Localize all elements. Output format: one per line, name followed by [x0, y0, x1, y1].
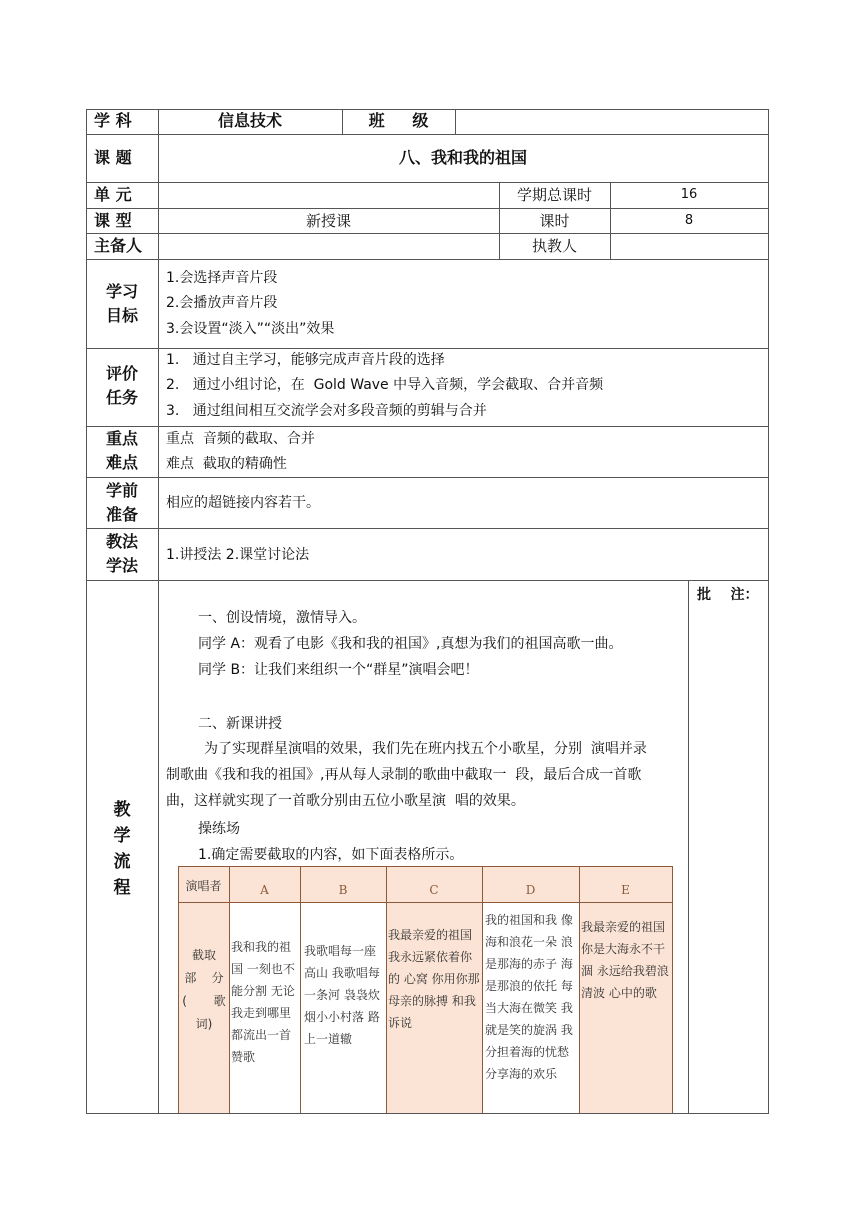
process-label-char-1: 教 — [113, 800, 131, 820]
methods-text: 1.讲授法 2.课堂讨论法 — [166, 547, 310, 563]
difficult-point: 难点 截取的精确性 — [166, 456, 287, 472]
lyrics-cell-a: 我和我的祖国 一刻也不能分割 无论我走到哪里都流出一首赞歌 — [231, 940, 295, 1064]
topic-value: 八、我和我的祖国 — [398, 148, 527, 167]
evaluation-item-2: 2. 通过小组讨论，在 Gold Wave 中导入音频，学会截取、合并音频 — [166, 377, 604, 393]
section2-title: 二、新课讲授 — [198, 716, 282, 732]
process-label-char-3: 流 — [113, 852, 131, 872]
section2-line-3: 曲，这样就实现了一首歌分别由五位小歌星演 唱的效果。 — [166, 793, 525, 809]
lyrics-header-d: D — [525, 883, 536, 897]
lyrics-header-a: A — [260, 883, 269, 897]
subject-value: 信息技术 — [217, 111, 282, 130]
hour-value: 8 — [684, 213, 694, 228]
key-point: 重点 音频的截取、合并 — [166, 431, 315, 447]
lyrics-cell-c: 我最亲爱的祖国 我永远紧依着你的 心窝 你用你那母亲的脉搏 和我诉说 — [388, 928, 480, 1030]
section2-paragraph — [166, 736, 647, 814]
intro-line-1: 一、创设情境，激情导入。 — [198, 610, 366, 626]
process-label-char-4: 程 — [113, 878, 131, 898]
intro-line-2: 同学 A：观看了电影《我和我的祖国》,真想为我们的祖国高歌一曲。 — [198, 636, 623, 652]
evaluation-item-3: 3. 通过组间相互交流学会对多段音频的剪辑与合并 — [166, 403, 487, 419]
evaluation-item-1: 1. 通过自主学习，能够完成声音片段的选择 — [166, 352, 445, 368]
lyrics-cell-e: 我最亲爱的祖国 你是大海永不干涸 永远给我碧浪清波 心中的歌 — [581, 920, 669, 1000]
total-hours-label: 学期总课时 — [516, 186, 592, 204]
lyrics-header-c: C — [429, 883, 439, 897]
intro-line-3: 同学 B：让我们来组织一个“群星”演唱会吧！ — [198, 662, 479, 678]
goals-label-1: 学习 — [105, 282, 138, 301]
teacher-label: 执教人 — [531, 237, 577, 255]
lyrics-header-b: B — [338, 883, 348, 897]
hour-label: 课时 — [539, 212, 570, 230]
goal-item-1: 1.会选择声音片段 — [166, 270, 278, 286]
practice-title: 操练场 — [198, 821, 240, 837]
intro-section — [198, 605, 622, 683]
keypoints-label-1: 重点 — [105, 429, 138, 448]
section2-line-1: 为了实现群星演唱的效果，我们先在班内找五个小歌星，分别 演唱并录 — [204, 741, 647, 757]
goal-item-3: 3.会设置“淡入”“淡出”效果 — [166, 321, 335, 337]
goal-item-2: 2.会播放声音片段 — [166, 295, 278, 311]
lyrics-cell-b: 我歌唱每一座高山 我歌唱每一条河 袅袅炊烟小小村落 路上一道辙 — [304, 944, 380, 1046]
process-label-char-2: 学 — [113, 826, 131, 846]
evaluation-label-1: 评价 — [105, 364, 138, 383]
lesson-type-value: 新授课 — [305, 212, 351, 230]
topic-label: 课 题 — [94, 148, 132, 167]
methods-label-2: 学法 — [105, 556, 138, 575]
lyrics-header-singer: 演唱者 — [185, 879, 222, 893]
step-1: 1.确定需要截取的内容，如下面表格所示。 — [198, 847, 464, 863]
keypoints-label-2: 难点 — [105, 453, 138, 472]
lyrics-cell-d: 我的祖国和我 像海和浪花一朵 浪是那海的赤子 海是那浪的依托 每当大海在微笑 我就是笑的旋涡 我分担着海的忧愁 分享海的欢乐 — [485, 913, 573, 1081]
preparation-text: 相应的超链接内容若干。 — [166, 495, 320, 511]
preparation-label-1: 学前 — [105, 481, 138, 500]
subject-label: 学 科 — [94, 111, 132, 130]
methods-label-1: 教法 — [105, 532, 138, 551]
preparation-label-2: 准备 — [105, 505, 138, 524]
lyrics-header-e: E — [621, 883, 630, 897]
preparer-label: 主备人 — [94, 236, 143, 255]
evaluation-label-2: 任务 — [105, 388, 138, 407]
class-label: 班 级 — [368, 111, 429, 130]
total-hours-value: 16 — [680, 187, 698, 202]
lyrics-row-label: 截取 部 分 ( 歌 词) — [182, 948, 226, 1031]
lesson-type-label: 课 型 — [94, 211, 132, 230]
goals-label-2: 目标 — [105, 306, 138, 325]
section2-line-2: 制歌曲《我和我的祖国》,再从每人录制的歌曲中截取一 段，最后合成一首歌 — [166, 767, 642, 783]
notes-label: 批 注： — [697, 587, 759, 603]
unit-label: 单 元 — [94, 185, 132, 204]
